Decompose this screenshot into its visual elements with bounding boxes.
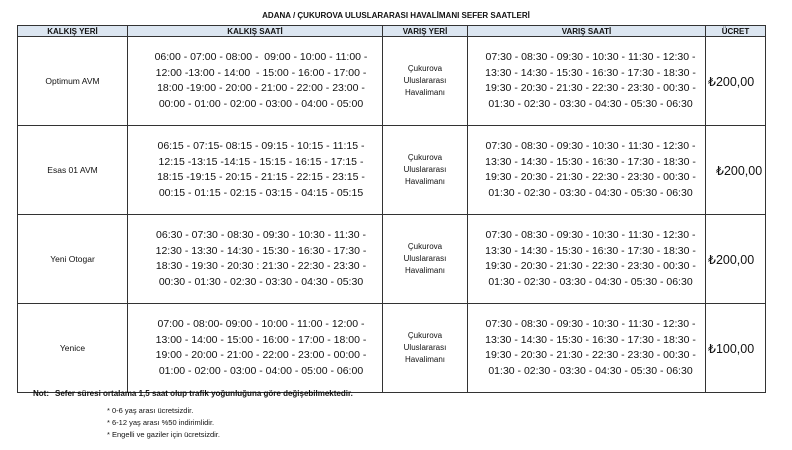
- header-fee: ÜCRET: [706, 26, 766, 37]
- destination: [383, 215, 468, 304]
- footnote-text: Sefer süresi ortalama 1,5 saat olup trafik yoğunluğuna göre değişebilmektedir.: [55, 389, 353, 398]
- bullet-item: * Engelli ve gaziler için ücretsizdir.: [107, 430, 220, 439]
- departure-times: 07:00 - 08:00- 09:00 - 10:00 - 11:00 - 12:00 - 13:00 - 14:00 - 15:00 - 16:00 - 17:00 - 18:00 - 19:00 - 20:00 - 21:00 - 22:00 - 23:00 - 00:00 - 01:00 - 02:00 - 03:00 - 04:00 - 05:00 - 06:00: [128, 304, 383, 393]
- departure-times: 06:15 - 07:15- 08:15 - 09:15 - 10:15 - 11:15 - 12:15 -13:15 -14:15 - 15:15 - 16:15 - 17:15 - 18:15 -19:15 - 20:15 - 21:15 - 22:15 - 23:15 - 00:15 - 01:15 - 02:15 - 03:15 - 04:15 - 05:15: [128, 126, 383, 215]
- table-row: [18, 37, 766, 126]
- footnote: [33, 389, 353, 398]
- bullet-item: * 6-12 yaş arası %50 indirimlidir.: [107, 418, 215, 427]
- page-title: ADANA / ÇUKUROVA ULUSLARARASI HAVALİMANI SEFER SAATLERİ: [262, 11, 530, 20]
- bullet-list: [107, 405, 220, 441]
- footnote-label: Not:: [33, 389, 49, 398]
- destination: [383, 126, 468, 215]
- header-arrival-place: VARIŞ YERİ: [383, 26, 468, 37]
- stop-name: Optimum AVM: [18, 37, 128, 126]
- schedule-table: [17, 25, 766, 393]
- departure-times: 06:00 - 07:00 - 08:00 - 09:00 - 10:00 - 11:00 - 12:00 -13:00 - 14:00 - 15:00 - 16:00 - 17:00 - 18:00 -19:00 - 20:00 - 21:00 - 22:00 - 23:00 - 00:00 - 01:00 - 02:00 - 03:00 - 04:00 - 05:00: [128, 37, 383, 126]
- stop-name: Yeni Otogar: [18, 215, 128, 304]
- destination: [383, 304, 468, 393]
- header-row: [18, 26, 766, 37]
- arrival-times: 07:30 - 08:30 - 09:30 - 10:30 - 11:30 - 12:30 - 13:30 - 14:30 - 15:30 - 16:30 - 17:30 - 18:30 - 19:30 - 20:30 - 21:30 - 22:30 - 23:30 - 00:30 - 01:30 - 02:30 - 03:30 - 04:30 - 05:30 - 06:30: [468, 126, 706, 215]
- fee: ₺200,00: [706, 126, 766, 215]
- destination-text: Çukurova Uluslararası Havalimanı: [403, 64, 447, 97]
- header-departure-time: KALKIŞ SAATİ: [128, 26, 383, 37]
- destination: [383, 37, 468, 126]
- stop-name: Esas 01 AVM: [18, 126, 128, 215]
- arrival-times: 07:30 - 08:30 - 09:30 - 10:30 - 11:30 - 12:30 - 13:30 - 14:30 - 15:30 - 16:30 - 17:30 - 18:30 - 19:30 - 20:30 - 21:30 - 22:30 - 23:30 - 00:30 - 01:30 - 02:30 - 03:30 - 04:30 - 05:30 - 06:30: [468, 215, 706, 304]
- header-arrival-time: VARIŞ SAATİ: [468, 26, 706, 37]
- header-departure-place: KALKIŞ YERİ: [18, 26, 128, 37]
- arrival-times: 07:30 - 08:30 - 09:30 - 10:30 - 11:30 - 12:30 - 13:30 - 14:30 - 15:30 - 16:30 - 17:30 - 18:30 - 19:30 - 20:30 - 21:30 - 22:30 - 23:30 - 00:30 - 01:30 - 02:30 - 03:30 - 04:30 - 05:30 - 06:30: [468, 304, 706, 393]
- departure-times: 06:30 - 07:30 - 08:30 - 09:30 - 10:30 - 11:30 - 12:30 - 13:30 - 14:30 - 15:30 - 16:30 - 17:30 - 18:30 - 19:30 - 20:30 : 21:30 - 22:30 - 23:30 - 00:30 - 01:30 - 02:30 - 03:30 - 04:30 - 05:30: [128, 215, 383, 304]
- stop-name: Yenice: [18, 304, 128, 393]
- bullet-item: * 0-6 yaş arası ücretsizdir.: [107, 406, 194, 415]
- fee: ₺200,00: [706, 37, 766, 126]
- fee: ₺200,00: [706, 215, 766, 304]
- fee: ₺100,00: [706, 304, 766, 393]
- arrival-times: 07:30 - 08:30 - 09:30 - 10:30 - 11:30 - 12:30 - 13:30 - 14:30 - 15:30 - 16:30 - 17:30 - 18:30 - 19:30 - 20:30 - 21:30 - 22:30 - 23:30 - 00:30 - 01:30 - 02:30 - 03:30 - 04:30 - 05:30 - 06:30: [468, 37, 706, 126]
- destination-text: Çukurova Uluslararası Havalimanı: [403, 153, 447, 186]
- table-row: [18, 126, 766, 215]
- destination-text: Çukurova Uluslararası Havalimanı: [403, 242, 447, 275]
- destination-text: Çukurova Uluslararası Havalimanı: [403, 331, 447, 364]
- table-row: [18, 304, 766, 393]
- table-row: [18, 215, 766, 304]
